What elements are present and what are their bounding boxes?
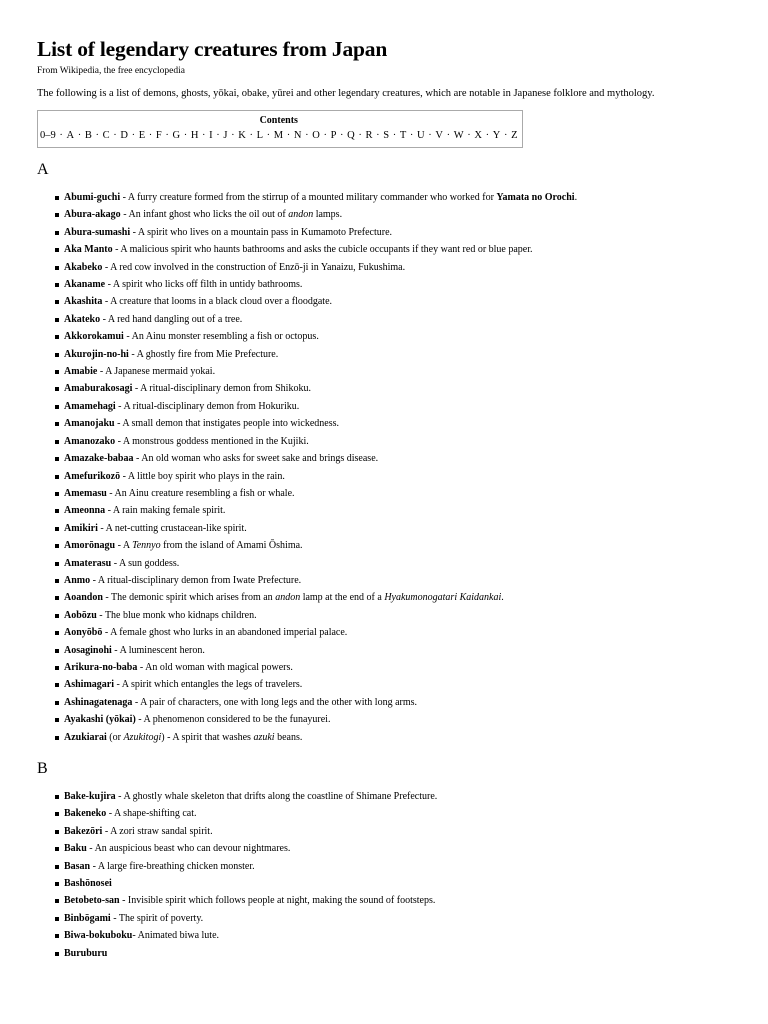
toc-link[interactable]: Y bbox=[492, 130, 501, 141]
toc-link[interactable]: Z bbox=[511, 130, 518, 141]
toc-link[interactable]: C bbox=[102, 130, 110, 141]
toc-link[interactable]: B bbox=[84, 130, 92, 141]
entry-term-link[interactable]: Ayakashi (yōkai) bbox=[64, 714, 136, 726]
entry-term-link[interactable]: Ameonna bbox=[64, 505, 106, 517]
entry-term-link[interactable]: Ashinagatenaga bbox=[64, 696, 133, 708]
entry-description: - A ritual-disciplinary demon from Hokuriku. bbox=[115, 400, 300, 412]
toc-link[interactable]: E bbox=[138, 130, 146, 141]
entry-term-link[interactable]: Amaterasu bbox=[64, 557, 112, 569]
entry-term-link[interactable]: Bake-kujira bbox=[64, 791, 116, 802]
entry-term-link[interactable]: Buruburu bbox=[64, 947, 108, 959]
toc-separator: · bbox=[228, 130, 238, 141]
toc-link[interactable]: R bbox=[365, 130, 373, 141]
entry-term-link[interactable]: Amazake-babaa bbox=[64, 453, 134, 465]
entry-description: - A large fire-breathing chicken monster. bbox=[90, 860, 255, 872]
list-item bbox=[37, 537, 737, 554]
toc-separator: · bbox=[355, 130, 365, 141]
entry-description: - A sun goddess. bbox=[111, 557, 180, 569]
toc-link[interactable]: Q bbox=[347, 130, 355, 141]
entry-description: - A zori straw sandal spirit. bbox=[102, 825, 213, 837]
list-item bbox=[37, 189, 737, 206]
list-item bbox=[37, 502, 737, 519]
entry-description: - A net-cutting crustacean-like spirit. bbox=[97, 522, 247, 534]
list-item bbox=[37, 363, 737, 380]
list-item bbox=[37, 607, 737, 624]
list-item bbox=[37, 589, 737, 606]
entry-term-link[interactable]: Amabie bbox=[64, 366, 98, 378]
list-item bbox=[37, 485, 737, 502]
entry-description: - Invisible spirit which follows people at night, making the sound of footsteps. bbox=[119, 895, 436, 907]
list-item bbox=[37, 398, 737, 415]
entry-description: - An infant ghost who licks the oil out of bbox=[120, 209, 289, 221]
list-item bbox=[37, 259, 737, 276]
entry-italic-text: Hyakumonogatari Kaidankai bbox=[384, 592, 502, 604]
entry-description: - An auspicious beast who can devour nightmares. bbox=[86, 843, 291, 855]
list-item bbox=[37, 276, 737, 293]
section-heading-b: B bbox=[37, 760, 48, 777]
toc-link[interactable]: N bbox=[293, 130, 302, 141]
entry-description: - A luminescent heron. bbox=[111, 644, 205, 656]
list-item bbox=[37, 823, 737, 840]
toc-separator: · bbox=[390, 130, 399, 141]
entry-description: - The blue monk who kidnaps children. bbox=[96, 609, 257, 621]
list-item bbox=[37, 858, 737, 875]
section-heading-a: A bbox=[37, 161, 49, 178]
toc-links bbox=[40, 128, 518, 143]
entry-term-link[interactable]: Ashimagari bbox=[64, 679, 114, 691]
entry-description: lamps. bbox=[313, 209, 343, 221]
toc-separator: · bbox=[464, 130, 474, 141]
toc-separator: · bbox=[373, 130, 383, 141]
toc-separator: · bbox=[302, 130, 312, 141]
entry-description: - A rain making female spirit. bbox=[105, 505, 226, 517]
entry-term-link[interactable]: Akaname bbox=[64, 279, 106, 291]
entry-description: - An old woman who asks for sweet sake and brings disease. bbox=[133, 453, 379, 465]
list-item bbox=[37, 694, 737, 711]
toc-separator: · bbox=[56, 130, 66, 141]
entry-term-link[interactable]: Aka Manto bbox=[64, 244, 113, 256]
toc-link[interactable]: F bbox=[155, 130, 162, 141]
toc-link[interactable]: U bbox=[417, 130, 425, 141]
toc-title: Contents bbox=[259, 115, 298, 126]
toc-link[interactable]: V bbox=[435, 130, 443, 141]
toc-separator: · bbox=[181, 130, 190, 141]
list-item bbox=[37, 788, 737, 805]
entry-description: - A ritual-disciplinary demon from Iwate Prefecture. bbox=[90, 574, 302, 586]
table-of-contents bbox=[37, 110, 523, 148]
toc-separator: · bbox=[199, 130, 209, 141]
toc-separator: · bbox=[264, 130, 273, 141]
toc-separator: · bbox=[213, 130, 223, 141]
list-item bbox=[37, 224, 737, 241]
entry-term-link[interactable]: Aoandon bbox=[64, 592, 103, 604]
entry-term-link[interactable]: Aobōzu bbox=[64, 609, 97, 621]
entry-term-link[interactable]: Arikura-no-baba bbox=[64, 661, 138, 673]
section-list-a bbox=[37, 189, 737, 746]
list-item bbox=[37, 805, 737, 822]
list-item bbox=[37, 433, 737, 450]
list-item bbox=[37, 241, 737, 258]
entry-description: . bbox=[574, 192, 578, 203]
list-item bbox=[37, 711, 737, 728]
entry-term-link[interactable]: Akabeko bbox=[64, 261, 103, 273]
toc-link[interactable]: O bbox=[312, 130, 320, 141]
toc-separator: · bbox=[110, 130, 120, 141]
list-item bbox=[37, 927, 737, 944]
list-item bbox=[37, 840, 737, 857]
entry-italic-text: Azukitogi bbox=[123, 731, 162, 743]
toc-separator: · bbox=[284, 130, 293, 141]
article bbox=[37, 36, 737, 962]
entry-description: - A spirit who lives on a mountain pass in Kumamoto Prefecture. bbox=[130, 226, 393, 238]
entry-term-link[interactable]: Yamata no Orochi bbox=[496, 192, 575, 203]
entry-description: - An Ainu creature resembling a fish or whale. bbox=[106, 487, 295, 499]
entry-description: - A malicious spirit who haunts bathrooms and asks the cubicle occupants if they want red or blue paper. bbox=[112, 244, 533, 256]
toc-link[interactable]: H bbox=[190, 130, 199, 141]
list-item bbox=[37, 910, 737, 927]
list-item bbox=[37, 450, 737, 467]
list-item bbox=[37, 945, 737, 962]
section-list-b bbox=[37, 788, 737, 962]
toc-separator: · bbox=[146, 130, 155, 141]
toc-link[interactable]: W bbox=[453, 130, 464, 141]
entry-term-link[interactable]: Basan bbox=[64, 860, 91, 872]
entry-description: - A female ghost who lurks in an abandoned imperial palace. bbox=[102, 627, 348, 639]
entry-italic-text: andon bbox=[288, 209, 314, 221]
entry-term-link[interactable]: Aonyōbō bbox=[64, 627, 103, 639]
toc-link[interactable]: S bbox=[383, 130, 390, 141]
list-item bbox=[37, 729, 737, 746]
toc-separator: · bbox=[482, 130, 492, 141]
entry-description: (or bbox=[106, 731, 124, 743]
list-item bbox=[37, 380, 737, 397]
toc-link[interactable]: P bbox=[330, 130, 337, 141]
entry-description: - A spirit which entangles the legs of travelers. bbox=[114, 679, 303, 691]
list-item bbox=[37, 676, 737, 693]
entry-description: - A red hand dangling out of a tree. bbox=[100, 313, 243, 325]
list-item bbox=[37, 346, 737, 363]
intro-paragraph: The following is a list of demons, ghosts, yōkai, obake, yūrei and other legendary creatures, which are notable in Japanese folklore and mythology. bbox=[37, 88, 655, 99]
list-item bbox=[37, 624, 737, 641]
list-item bbox=[37, 520, 737, 537]
entry-description: - A small demon that instigates people into wickedness. bbox=[114, 418, 339, 430]
toc-link[interactable]: K bbox=[238, 130, 246, 141]
entry-description: - A furry creature formed from the stirrup of a mounted military commander who worked for bbox=[120, 192, 497, 203]
list-item bbox=[37, 206, 737, 223]
entry-term-link[interactable]: Amikiri bbox=[64, 522, 98, 534]
toc-link[interactable]: X bbox=[474, 130, 482, 141]
entry-description: - A ritual-disciplinary demon from Shikoku. bbox=[132, 383, 311, 395]
entry-italic-text: andon bbox=[275, 592, 301, 604]
toc-link[interactable]: D bbox=[120, 130, 128, 141]
entry-term-link[interactable]: Akashita bbox=[64, 296, 103, 308]
toc-separator: · bbox=[443, 130, 453, 141]
entry-term-link[interactable]: Biwa-bokuboku bbox=[64, 930, 133, 942]
toc-separator: · bbox=[407, 130, 417, 141]
entry-term-link[interactable]: Baku bbox=[64, 843, 87, 855]
toc-link[interactable]: A bbox=[66, 130, 75, 141]
toc-separator: · bbox=[337, 130, 347, 141]
entry-term-link[interactable]: Aosaginohi bbox=[64, 644, 112, 656]
entry-term-link[interactable]: Anmo bbox=[64, 574, 91, 586]
entry-description: . bbox=[501, 592, 504, 604]
list-item bbox=[37, 892, 737, 909]
entry-description: - A little boy spirit who plays in the rain. bbox=[120, 470, 285, 482]
entry-description: - Animated biwa lute. bbox=[132, 930, 220, 942]
entry-description: - A creature that looms in a black cloud over a floodgate. bbox=[102, 296, 333, 308]
list-item bbox=[37, 875, 737, 892]
toc-link[interactable]: 0–9 bbox=[40, 130, 56, 141]
toc-link[interactable]: L bbox=[256, 130, 264, 141]
list-item bbox=[37, 659, 737, 676]
entry-description: - The spirit of poverty. bbox=[110, 912, 204, 924]
entry-description: - A bbox=[115, 540, 133, 552]
entry-italic-text: Tennyo bbox=[132, 540, 161, 552]
entry-italic-text: azuki bbox=[253, 731, 275, 743]
entry-term-link[interactable]: Akateko bbox=[64, 313, 101, 325]
entry-description: - A shape-shifting cat. bbox=[106, 808, 197, 820]
entry-description: - A ghostly fire from Mie Prefecture. bbox=[128, 348, 279, 360]
entry-term-link[interactable]: Azukiarai bbox=[64, 731, 107, 743]
entry-description: - A ghostly whale skeleton that drifts along the coastline of Shimane Prefecture. bbox=[115, 791, 438, 802]
list-item bbox=[37, 642, 737, 659]
entry-term-link[interactable]: Bakezōri bbox=[64, 825, 103, 837]
entry-term-link[interactable]: Betobeto-san bbox=[64, 895, 120, 907]
entry-term-link[interactable]: Amefurikozō bbox=[64, 470, 121, 482]
toc-link[interactable]: I bbox=[209, 130, 213, 141]
entry-term-link[interactable]: Bashōnosei bbox=[64, 878, 112, 890]
toc-link[interactable]: T bbox=[399, 130, 407, 141]
entry-description: ) - A spirit that washes bbox=[161, 731, 254, 743]
entry-term-link[interactable]: Amorōnagu bbox=[64, 540, 116, 552]
toc-separator: · bbox=[128, 130, 138, 141]
entry-term-link[interactable]: Abumi-guchi bbox=[64, 192, 121, 203]
list-item bbox=[37, 311, 737, 328]
entry-description: from the island of Amami Ōshima. bbox=[160, 540, 303, 552]
entry-description: beans. bbox=[274, 731, 303, 743]
list-item bbox=[37, 572, 737, 589]
list-item bbox=[37, 328, 737, 345]
toc-separator: · bbox=[75, 130, 84, 141]
list-item bbox=[37, 555, 737, 572]
entry-description: - An old woman with magical powers. bbox=[137, 661, 293, 673]
entry-description: lamp at the end of a bbox=[300, 592, 385, 604]
page-subtitle: From Wikipedia, the free encyclopedia bbox=[37, 66, 185, 76]
toc-link[interactable]: G bbox=[172, 130, 181, 141]
list-item bbox=[37, 415, 737, 432]
entry-description: - A phenomenon considered to be the funayurei. bbox=[135, 714, 331, 726]
list-item bbox=[37, 468, 737, 485]
entry-term-link[interactable]: Abura-sumashi bbox=[64, 226, 131, 238]
entry-description: - A pair of characters, one with long legs and the other with long arms. bbox=[132, 696, 418, 708]
toc-separator: · bbox=[320, 130, 330, 141]
entry-term-link[interactable]: Amamehagi bbox=[64, 400, 116, 412]
entry-description: - A monstrous goddess mentioned in the Kujiki. bbox=[115, 435, 309, 447]
entry-term-link[interactable]: Abura-akago bbox=[64, 209, 121, 221]
list-item bbox=[37, 293, 737, 310]
entry-description: - A red cow involved in the construction of Enzō-ji in Yanaizu, Fukushima. bbox=[102, 261, 406, 273]
entry-term-link[interactable]: Amanozako bbox=[64, 435, 116, 447]
page-title: List of legendary creatures from Japan bbox=[37, 37, 388, 61]
toc-separator: · bbox=[501, 130, 511, 141]
toc-link[interactable]: J bbox=[223, 130, 228, 141]
entry-term-link[interactable]: Akurojin-no-hi bbox=[64, 348, 129, 360]
toc-separator: · bbox=[425, 130, 435, 141]
entry-term-link[interactable]: Amemasu bbox=[64, 487, 107, 499]
entry-term-link[interactable]: Binbōgami bbox=[64, 912, 111, 924]
entry-description: - The demonic spirit which arises from an bbox=[102, 592, 276, 604]
entry-term-link[interactable]: Bakeneko bbox=[64, 808, 107, 820]
entry-term-link[interactable]: Amaburakosagi bbox=[64, 383, 133, 395]
entry-description: - A spirit who licks off filth in untidy bathrooms. bbox=[105, 279, 303, 291]
entry-description: - A Japanese mermaid yokai. bbox=[97, 366, 216, 378]
entry-term-link[interactable]: Amanojaku bbox=[64, 418, 115, 430]
toc-separator: · bbox=[162, 130, 172, 141]
toc-separator: · bbox=[246, 130, 256, 141]
toc-link[interactable]: M bbox=[273, 130, 284, 141]
toc-separator: · bbox=[92, 130, 102, 141]
entry-description: - An Ainu monster resembling a fish or octopus. bbox=[123, 331, 319, 343]
entry-term-link[interactable]: Akkorokamui bbox=[64, 331, 124, 343]
